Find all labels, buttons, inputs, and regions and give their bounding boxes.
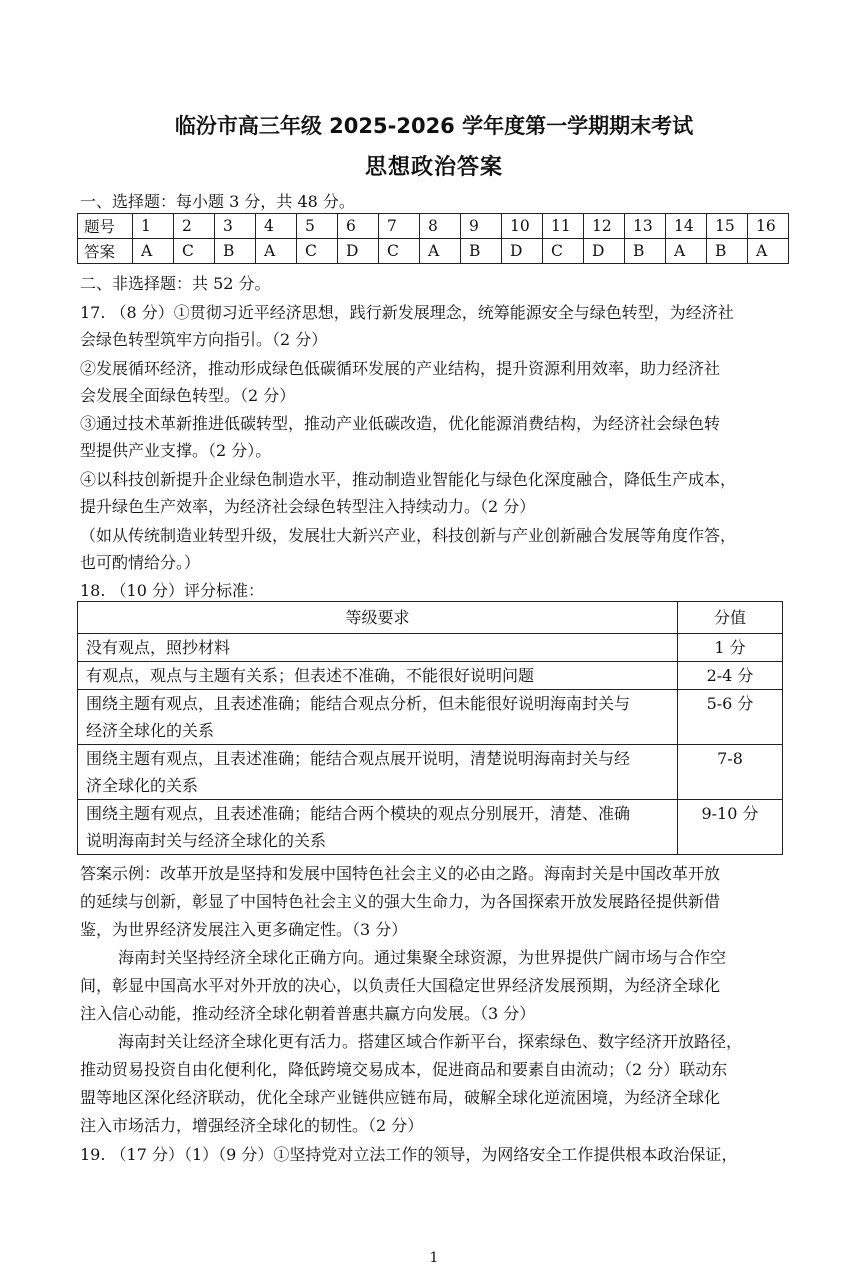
grading-row <box>78 745 783 800</box>
answer-cell: D <box>584 239 625 264</box>
question-number-cell: 3 <box>215 214 256 239</box>
answer-cell: A <box>420 239 461 264</box>
score-column-header: 分值 <box>678 602 783 634</box>
grading-score-cell: 9-10 分 <box>678 800 783 855</box>
question-number-cell: 12 <box>584 214 625 239</box>
q17-line: 会绿色转型筑牢方向指引。（2 分） <box>80 330 328 349</box>
grading-level-cell <box>78 634 678 662</box>
answer-cell: A <box>133 239 174 264</box>
q17-line: 提升绿色生产效率，为经济社会绿色转型注入持续动力。（2 分） <box>80 497 536 516</box>
grading-header-row <box>78 602 783 634</box>
q18-paragraph-line: 注入信心动能，推动经济全球化朝着普惠共赢方向发展。（3 分） <box>80 1004 536 1023</box>
answer-cell: C <box>297 239 338 264</box>
q18-paragraph-line: 推动贸易投资自由化便利化，降低跨境交易成本，促进商品和要素自由流动；（2 分）联动东 <box>80 1060 728 1079</box>
answer-cell: B <box>461 239 502 264</box>
answer-cell: C <box>379 239 420 264</box>
level-text: 经济全球化的关系 <box>86 721 215 740</box>
question-number-cell: 5 <box>297 214 338 239</box>
answer-cell: C <box>543 239 584 264</box>
level-text: 有观点，观点与主题有关系；但表述不准确，不能很好说明问题 <box>86 666 535 685</box>
q17-line: 会发展全面绿色转型。（2 分） <box>80 386 296 405</box>
grading-level-cell <box>78 662 678 690</box>
choice-answer-table <box>77 213 789 264</box>
q18-heading: 18. （10 分）评分标准： <box>80 581 264 600</box>
page-title: 临汾市高三年级 2025-2026 学年度第一学期期末考试 <box>174 114 694 138</box>
answer-cell: A <box>666 239 707 264</box>
question-number-cell: 10 <box>502 214 543 239</box>
q18-example-line: 的延续与创新，彰显了中国特色社会主义的强大生命力，为各国探索开放发展路径提供新借 <box>80 892 721 911</box>
grading-score-cell: 7-8 <box>678 745 783 800</box>
q17-line: 型提供产业支撑。（2 分）。 <box>80 441 272 460</box>
level-text: 围绕主题有观点，且表述准确；能结合观点分析，但未能很好说明海南封关与 <box>86 694 631 713</box>
question-number-cell: 6 <box>338 214 379 239</box>
level-text: 济全球化的关系 <box>86 776 199 795</box>
q17-line: （如从传统制造业转型升级，发展壮大新兴产业，科技创新与产业创新融合发展等角度作答， <box>80 526 737 545</box>
page-number: 1 <box>429 1250 439 1266</box>
answer-cell: D <box>502 239 543 264</box>
question-number-cell: 1 <box>133 214 174 239</box>
grading-score-cell: 2-4 分 <box>678 662 783 690</box>
answer-cell: C <box>174 239 215 264</box>
q18-paragraph-line: 海南封关让经济全球化更有活力。搭建区域合作新平台，探索绿色、数字经济开放路径， <box>118 1032 743 1051</box>
row-label-answer: 答案 <box>78 239 133 264</box>
q18-paragraph-line: 注入市场活力，增强经济全球化的韧性。（2 分） <box>80 1116 424 1135</box>
grading-criteria-table <box>77 601 783 855</box>
answer-row <box>78 239 789 264</box>
grading-score-cell: 1 分 <box>678 634 783 662</box>
q18-example-line: 鉴，为世界经济发展注入更多确定性。（3 分） <box>80 920 408 939</box>
answer-cell: B <box>215 239 256 264</box>
question-number-row <box>78 214 789 239</box>
question-number-cell: 9 <box>461 214 502 239</box>
q18-paragraph-line: 盟等地区深化经济联动，优化全球产业链供应链布局，破解全球化逆流困境，为经济全球化 <box>80 1088 721 1107</box>
q17-line: ②发展循环经济，推动形成绿色低碳循环发展的产业结构，提升资源利用效率，助力经济社 <box>80 359 721 378</box>
grading-level-cell <box>78 745 678 800</box>
grading-row <box>78 690 783 745</box>
answer-cell: A <box>256 239 297 264</box>
q17-line: ③通过技术革新推进低碳转型，推动产业低碳改造，优化能源消费结构，为经济社会绿色转 <box>80 414 721 433</box>
level-text: 围绕主题有观点，且表述准确；能结合观点展开说明，清楚说明海南封关与经 <box>86 749 631 768</box>
question-number-cell: 8 <box>420 214 461 239</box>
level-text: 说明海南封关与经济全球化的关系 <box>86 831 327 850</box>
question-number-cell: 13 <box>625 214 666 239</box>
grading-level-cell <box>78 800 678 855</box>
question-number-cell: 16 <box>748 214 789 239</box>
grading-row <box>78 634 783 662</box>
answer-cell: B <box>707 239 748 264</box>
question-number-cell: 14 <box>666 214 707 239</box>
grading-row <box>78 800 783 855</box>
level-text: 没有观点，照抄材料 <box>86 638 231 657</box>
q17-line: 也可酌情给分。） <box>80 553 201 572</box>
page-subtitle: 思想政治答案 <box>364 155 503 180</box>
question-number-cell: 11 <box>543 214 584 239</box>
section2-heading: 二、非选择题：共 52 分。 <box>80 274 271 293</box>
q19-line: 19. （17 分）（1）（9 分）①坚持党对立法工作的领导，为网络安全工作提供根本政治保证， <box>80 1145 738 1164</box>
q18-paragraph-line: 间，彰显中国高水平对外开放的决心，以负责任大国稳定世界经济发展预期，为经济全球化 <box>80 976 721 995</box>
answer-cell: A <box>748 239 789 264</box>
grading-score-cell: 5-6 分 <box>678 690 783 745</box>
grading-row <box>78 662 783 690</box>
q18-paragraph-line: 海南封关坚持经济全球化正确方向。通过集聚全球资源，为世界提供广阔市场与合作空 <box>118 948 727 967</box>
level-text: 围绕主题有观点，且表述准确；能结合两个模块的观点分别展开，清楚、准确 <box>86 804 631 823</box>
question-number-cell: 2 <box>174 214 215 239</box>
q18-example-line: 答案示例：改革开放是坚持和发展中国特色社会主义的必由之路。海南封关是中国改革开放 <box>80 864 721 883</box>
question-number-cell: 7 <box>379 214 420 239</box>
question-number-cell: 15 <box>707 214 748 239</box>
grading-level-cell <box>78 690 678 745</box>
level-column-header: 等级要求 <box>78 602 678 634</box>
answer-cell: B <box>625 239 666 264</box>
row-label-question: 题号 <box>78 214 133 239</box>
answer-cell: D <box>338 239 379 264</box>
question-number-cell: 4 <box>256 214 297 239</box>
q17-line: 17. （8 分）①贯彻习近平经济思想，践行新发展理念，统筹能源安全与绿色转型，为经济社 <box>80 303 734 322</box>
section1-heading: 一、选择题：每小题 3 分，共 48 分。 <box>80 192 355 211</box>
q17-line: ④以科技创新提升企业绿色制造水平，推动制造业智能化与绿色化深度融合，降低生产成本， <box>80 470 737 489</box>
